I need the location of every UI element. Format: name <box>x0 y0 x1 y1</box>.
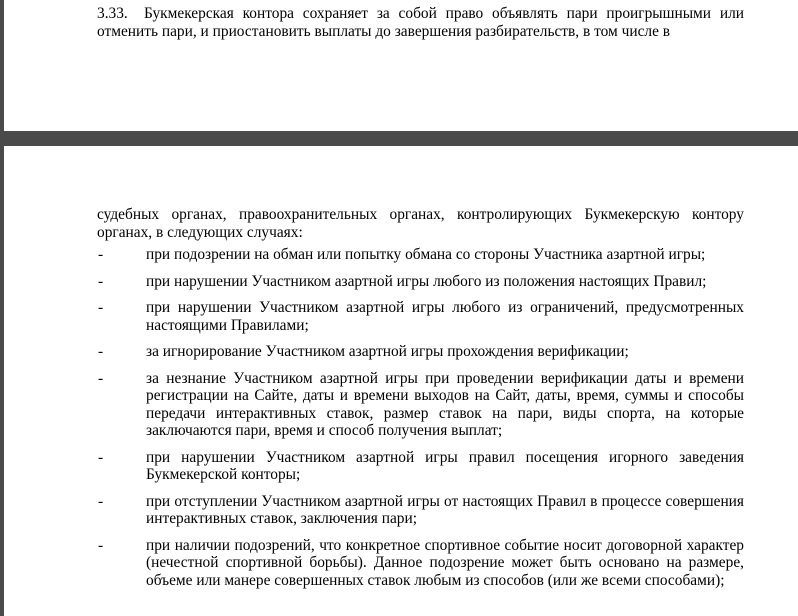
continuation-paragraph: судебных органах, правоохранительных органах, контролирующих Букмекерскую контору органах, в следующих случаях: <box>97 206 744 241</box>
list-dash: - <box>98 299 104 316</box>
list-dash: - <box>98 246 104 263</box>
clause-number: 3.33. <box>97 5 128 22</box>
list-item <box>97 246 744 264</box>
list-dash: - <box>98 272 104 290</box>
list-item <box>97 449 744 484</box>
list-item-text: за игнорирование Участником азартной игры прохождения верификации; <box>146 343 629 360</box>
document-page-bottom <box>4 146 798 616</box>
list-item <box>97 299 744 334</box>
clause-text: Букмекерская контора сохраняет за собой право объявлять пари проигрышными или отменить пари, и приостановить выплаты до завершения разбирательств, в том числе в <box>97 5 744 40</box>
list-dash: - <box>98 492 104 510</box>
list-item-text: за незнание Участником азартной игры при проведении верификации даты и времени регистрации на Сайте, даты и времени выходов на Сайт, даты, время, суммы и способы передачи интерактивных ставок, размер ставок на пари, виды спорта, на которые заключаются пари, время и способ получения выплат; <box>146 369 744 439</box>
list-dash: - <box>98 369 104 387</box>
list-item-text: при подозрении на обман или попытку обмана со стороны Участника азартной игры; <box>146 246 706 263</box>
list-dash: - <box>98 536 104 554</box>
list-item <box>97 273 744 291</box>
list-dash: - <box>98 448 104 466</box>
document-page-top <box>4 0 798 131</box>
list-item <box>97 537 744 590</box>
list-item <box>97 343 744 361</box>
list-dash: - <box>98 343 104 360</box>
list-item-text: при нарушении Участником азартной игры любого из положения настоящих Правил; <box>146 272 707 290</box>
list-item <box>97 493 744 528</box>
list-item <box>97 370 744 440</box>
list-item-text: при наличии подозрений, что конкретное спортивное событие носит договорной характер (нечестной спортивной борьбы). Данное подозрение может быть основано на размере, объеме или манере совершенных ставок любым из способов (или же всеми способами); <box>146 536 744 589</box>
list-item-text: при нарушении Участником азартной игры любого из ограничений, предусмотренных настоящими Правилами; <box>146 299 744 334</box>
clause-paragraph <box>97 5 744 40</box>
list-item-text: при отступлении Участником азартной игры от настоящих Правил в процессе совершения интерактивных ставок, заключения пари; <box>146 492 744 527</box>
conditions-list <box>97 246 744 598</box>
list-item-text: при нарушении Участником азартной игры правил посещения игорного заведения Букмекерской конторы; <box>146 448 744 483</box>
